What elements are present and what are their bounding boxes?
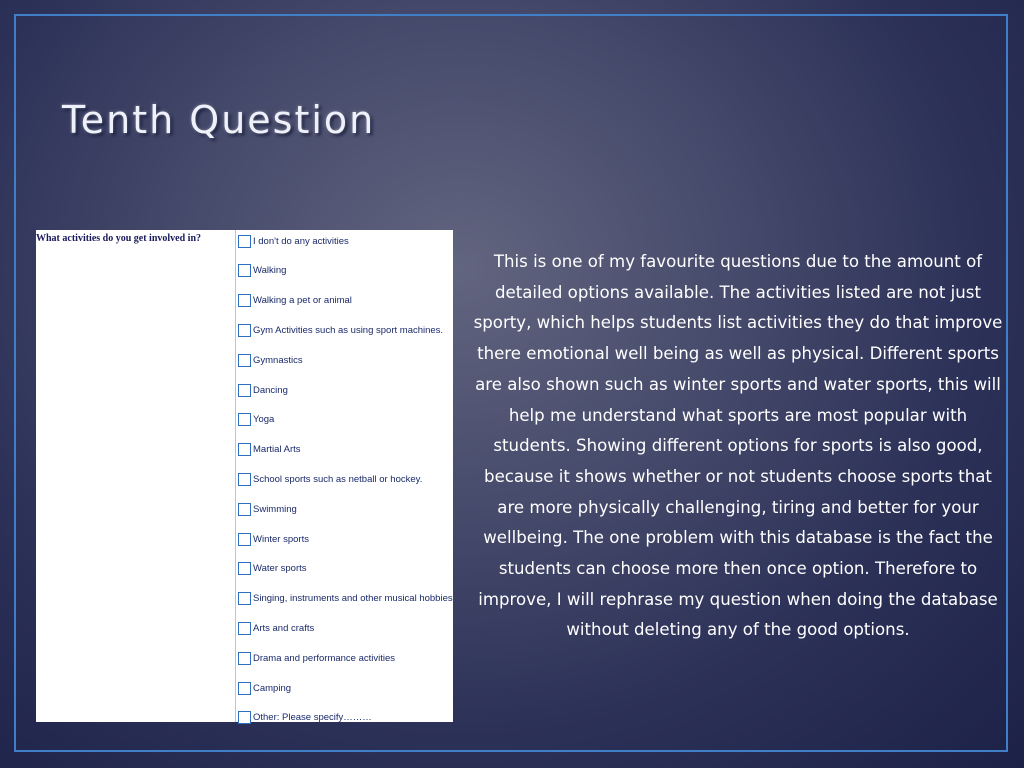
option-row[interactable] (236, 291, 352, 311)
option-row[interactable] (236, 708, 372, 728)
option-row[interactable] (236, 529, 309, 549)
checkbox-icon[interactable] (238, 413, 251, 426)
option-row[interactable] (236, 559, 307, 579)
option-label: Singing, instruments and other musical hobbies (253, 593, 453, 605)
checkbox-icon[interactable] (238, 384, 251, 397)
checkbox-icon[interactable] (238, 473, 251, 486)
option-label: Camping (253, 682, 292, 694)
option-label: Arts and crafts (253, 622, 315, 634)
option-row[interactable] (236, 231, 349, 251)
checkbox-icon[interactable] (238, 622, 251, 635)
option-row[interactable] (236, 261, 286, 281)
option-label: Gymnastics (253, 354, 303, 366)
option-row[interactable] (236, 648, 395, 668)
option-label: Swimming (253, 503, 297, 515)
checkbox-icon[interactable] (238, 324, 251, 337)
checkbox-icon[interactable] (238, 533, 251, 546)
option-row[interactable] (236, 589, 453, 609)
option-label: Walking a pet or animal (253, 295, 352, 307)
checkbox-icon[interactable] (238, 711, 251, 724)
questionnaire-image (36, 230, 453, 722)
checkbox-icon[interactable] (238, 592, 251, 605)
option-row[interactable] (236, 350, 303, 370)
option-label: Yoga (253, 414, 275, 426)
checkbox-icon[interactable] (238, 682, 251, 695)
option-row[interactable] (236, 678, 291, 698)
option-row[interactable] (236, 499, 297, 519)
option-label: Drama and performance activities (253, 652, 396, 664)
option-label: Gym Activities such as using sport machines. (253, 324, 444, 336)
slide-title: Tenth Question (62, 98, 376, 142)
option-label: Walking (253, 265, 287, 277)
option-label: Dancing (253, 384, 288, 396)
option-label: Water sports (253, 563, 307, 575)
checkbox-icon[interactable] (238, 294, 251, 307)
slide-body-text: This is one of my favourite questions due to the amount of detailed options available. The activities listed are not just sporty, which helps students list activities they do that improve there emotional well being as well as physical. Different sports are also shown such as winter sports and water sports, this will help me understand what sports are most popular with students. Showing different options for sports is also good, because it shows whether or not students choose sports that are more physically challenging, tiring and better for your wellbeing. The one problem with this database is the fact the students can choose more then once option. Therefore to improve, I will rephrase my question when doing the database without deleting any of the good options. (473, 252, 1003, 640)
option-row[interactable] (236, 469, 422, 489)
checkbox-icon[interactable] (238, 354, 251, 367)
form-question: What activities do you get involved in? (36, 233, 202, 244)
option-label: School sports such as netball or hockey. (253, 473, 423, 485)
option-row[interactable] (236, 410, 274, 430)
option-row[interactable] (236, 320, 443, 340)
option-row[interactable] (236, 618, 314, 638)
option-row[interactable] (236, 380, 288, 400)
option-label: Other: Please specify……… (253, 712, 372, 724)
option-label: Winter sports (253, 533, 309, 545)
checkbox-icon[interactable] (238, 264, 251, 277)
checkbox-icon[interactable] (238, 443, 251, 456)
checkbox-icon[interactable] (238, 652, 251, 665)
option-label: Martial Arts (253, 444, 301, 456)
checkbox-icon[interactable] (238, 562, 251, 575)
checkbox-icon[interactable] (238, 503, 251, 516)
checkbox-icon[interactable] (238, 235, 251, 248)
option-row[interactable] (236, 440, 301, 460)
option-label: I don't do any activities (253, 235, 349, 247)
